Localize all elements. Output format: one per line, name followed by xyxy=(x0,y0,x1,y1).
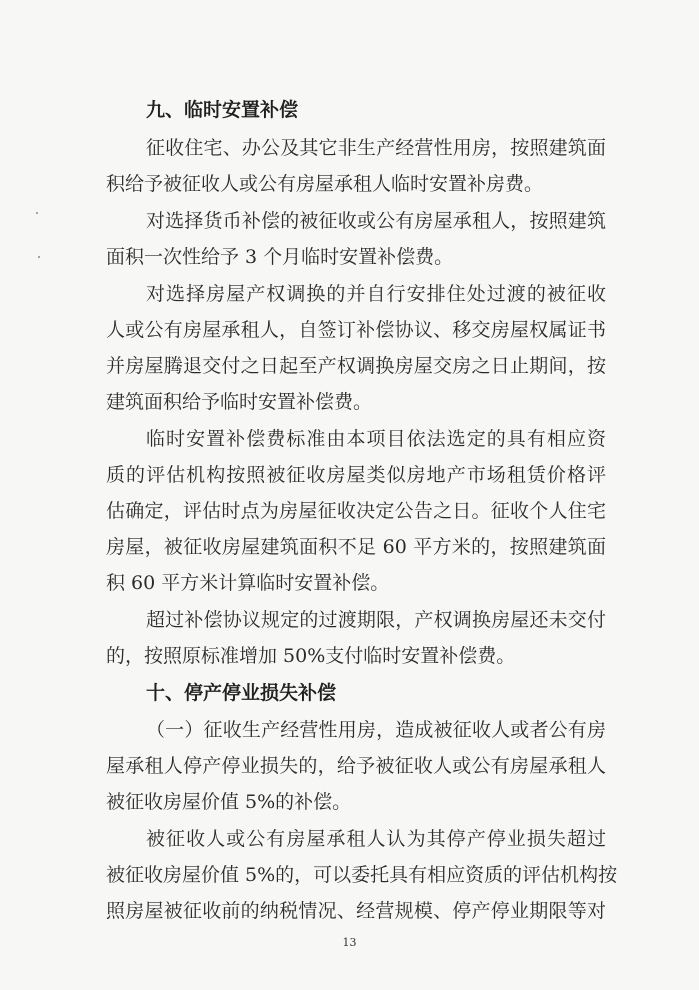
paragraph-line: 的，按照原标准增加 50%支付临时安置补偿费。 xyxy=(106,645,516,667)
section-heading-9: 九、临时安置补偿 xyxy=(146,99,299,121)
paragraph-line: 被征收房屋价值 5%的，可以委托具有相应资质的评估机构按 xyxy=(106,864,618,886)
paragraph-line: （一）征收生产经营性用房，造成被征收人或者公有房 xyxy=(146,719,606,741)
paragraph-line: 被征收人或公有房屋承租人认为其停产停业损失超过 xyxy=(146,828,606,850)
paragraph-line: 建筑面积给予临时安置补偿费。 xyxy=(106,391,373,413)
paragraph-line: 对选择货币补偿的被征收或公有房屋承租人，按照建筑 xyxy=(146,210,606,232)
section-heading-10: 十、停产停业损失补偿 xyxy=(146,682,337,704)
paragraph-line: 质的评估机构按照被征收房屋类似房地产市场租赁价格评 xyxy=(106,464,606,486)
paragraph-line: 被征收房屋价值 5%的补偿。 xyxy=(106,791,352,813)
paragraph-line: 超过补偿协议规定的过渡期限，产权调换房屋还未交付 xyxy=(146,609,606,631)
page-number: 13 xyxy=(342,936,357,949)
scan-speck xyxy=(36,212,38,214)
paragraph-line: 照房屋被征收前的纳税情况、经营规模、停产停业期限等对 xyxy=(106,900,606,922)
paragraph-line: 屋承租人停产停业损失的，给予被征收人或公有房屋承租人 xyxy=(106,755,606,777)
paragraph-line: 估确定，评估时点为房屋征收决定公告之日。征收个人住宅 xyxy=(106,500,606,522)
paragraph-line: 并房屋腾退交付之日起至产权调换房屋交房之日止期间，按 xyxy=(106,355,606,377)
paragraph-line: 积给予被征收人或公有房屋承租人临时安置补房费。 xyxy=(106,173,544,195)
paragraph-line: 对选择房屋产权调换的并自行安排住处过渡的被征收 xyxy=(146,283,606,305)
paragraph-line: 积 60 平方米计算临时安置补偿。 xyxy=(106,572,390,594)
paragraph-line: 面积一次性给予 3 个月临时安置补偿费。 xyxy=(106,246,454,268)
paragraph-line: 房屋，被征收房屋建筑面积不足 60 平方米的，按照建筑面 xyxy=(106,536,606,558)
scan-speck xyxy=(38,256,40,258)
paragraph-line: 征收住宅、办公及其它非生产经营性用房，按照建筑面 xyxy=(146,137,606,159)
paragraph-line: 人或公有房屋承租人，自签订补偿协议、移交房屋权属证书 xyxy=(106,319,606,341)
paragraph-line: 临时安置补偿费标准由本项目依法选定的具有相应资 xyxy=(146,428,606,450)
